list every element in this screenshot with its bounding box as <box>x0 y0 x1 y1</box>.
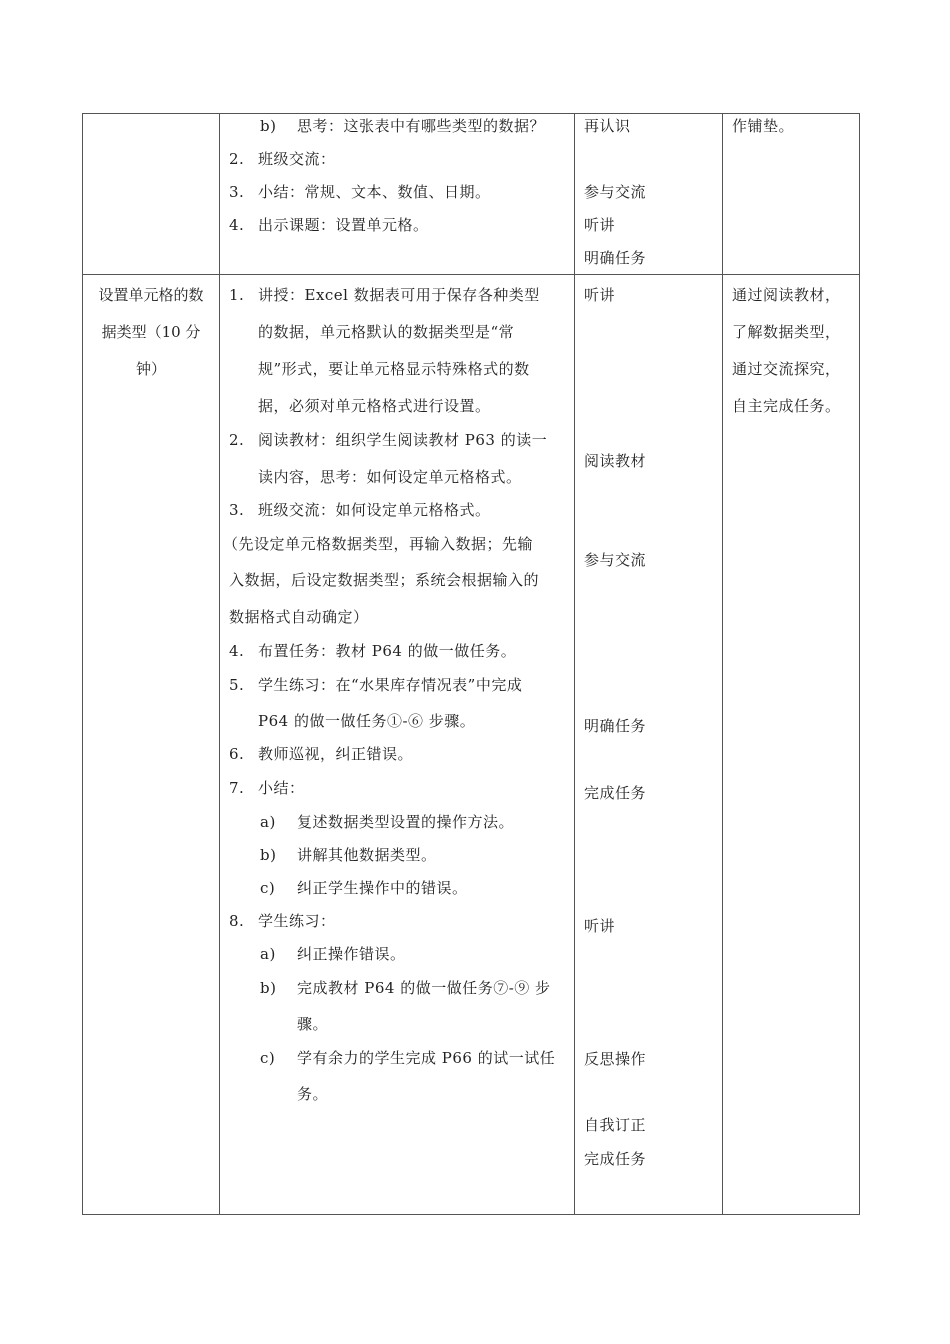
column-divider <box>219 113 220 1215</box>
content-num: 4. <box>229 216 245 234</box>
content-line: 学生练习：在“水果库存情况表”中完成 <box>258 676 523 694</box>
student-activity: 参与交流 <box>584 551 647 569</box>
content-num: c) <box>260 879 276 897</box>
column-divider <box>574 113 575 1215</box>
student-activity: 参与交流 <box>584 183 647 201</box>
content-line: 的数据，单元格默认的数据类型是“常 <box>258 323 515 341</box>
content-line: 讲授：Excel 数据表可用于保存各种类型 <box>258 286 540 304</box>
stage-label: 钟） <box>135 360 166 378</box>
content-line: 纠正学生操作中的错误。 <box>297 879 468 897</box>
content-line: 班级交流：如何设定单元格格式。 <box>258 501 491 519</box>
stage-label: 设置单元格的数 <box>98 286 204 304</box>
content-line: 规”形式，要让单元格显示特殊格式的数 <box>258 360 530 378</box>
content-line: P64 的做一做任务①-⑥ 步骤。 <box>258 712 476 730</box>
content-num: c) <box>260 1049 276 1067</box>
content-line: 小结：常规、文本、数值、日期。 <box>258 183 491 201</box>
content-num: 8. <box>229 912 245 930</box>
student-activity: 听讲 <box>584 216 616 234</box>
content-num: 1. <box>229 286 245 304</box>
content-line: 教师巡视，纠正错误。 <box>258 745 414 763</box>
student-activity: 反思操作 <box>584 1050 647 1068</box>
content-num: 3. <box>229 501 245 519</box>
content-num: a) <box>260 813 276 831</box>
content-num: a) <box>260 945 276 963</box>
student-activity: 明确任务 <box>584 717 647 735</box>
design-purpose: 自主完成任务。 <box>732 397 841 415</box>
design-purpose: 了解数据类型， <box>732 323 841 341</box>
content-line: 思考：这张表中有哪些类型的数据？ <box>297 117 546 135</box>
content-num: b) <box>260 979 277 997</box>
content-line: 学生练习： <box>258 912 336 930</box>
content-line: 入数据，后设定数据类型；系统会根据输入的 <box>229 571 540 589</box>
student-activity: 自我订正 <box>584 1116 647 1134</box>
student-activity: 完成任务 <box>584 1150 647 1168</box>
content-line: 纠正操作错误。 <box>297 945 406 963</box>
content-line: 班级交流： <box>258 150 336 168</box>
design-purpose: 作铺垫。 <box>732 117 795 135</box>
content-num: 3. <box>229 183 245 201</box>
content-line: 务。 <box>297 1085 329 1103</box>
content-num: 2. <box>229 431 245 449</box>
content-num: 4. <box>229 642 245 660</box>
row-divider <box>82 274 860 275</box>
content-num: 6. <box>229 745 245 763</box>
content-num: 7. <box>229 779 245 797</box>
student-activity: 完成任务 <box>584 784 647 802</box>
design-purpose: 通过交流探究， <box>732 360 841 378</box>
student-activity: 听讲 <box>584 917 616 935</box>
content-line: 阅读教材：组织学生阅读教材 P63 的读一 <box>258 431 548 449</box>
content-num: 5. <box>229 676 245 694</box>
content-num: b) <box>260 846 277 864</box>
column-divider <box>722 113 723 1215</box>
content-num: b) <box>260 117 277 135</box>
content-line: 复述数据类型设置的操作方法。 <box>297 813 515 831</box>
content-line: 学有余力的学生完成 P66 的试一试任 <box>297 1049 556 1067</box>
student-activity: 明确任务 <box>584 249 647 267</box>
content-line: 出示课题：设置单元格。 <box>258 216 429 234</box>
content-line: 数据格式自动确定） <box>229 608 369 626</box>
content-line: 骤。 <box>297 1015 329 1033</box>
content-line: 读内容，思考：如何设定单元格格式。 <box>258 468 522 486</box>
content-line: （先设定单元格数据类型，再输入数据；先输 <box>223 535 534 553</box>
stage-label: 据类型（10 分 <box>101 323 201 341</box>
design-purpose: 通过阅读教材， <box>732 286 841 304</box>
student-activity: 听讲 <box>584 286 616 304</box>
student-activity: 阅读教材 <box>584 452 647 470</box>
content-line: 据，必须对单元格格式进行设置。 <box>258 397 491 415</box>
content-line: 完成教材 P64 的做一做任务⑦-⑨ 步 <box>297 979 551 997</box>
content-line: 讲解其他数据类型。 <box>297 846 437 864</box>
content-line: 布置任务：教材 P64 的做一做任务。 <box>258 642 517 660</box>
content-num: 2. <box>229 150 245 168</box>
student-activity: 再认识 <box>584 117 631 135</box>
content-line: 小结： <box>258 779 305 797</box>
